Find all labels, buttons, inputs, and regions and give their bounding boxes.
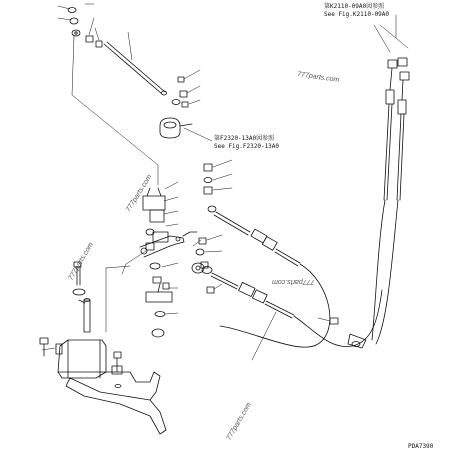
mounting-bracket <box>58 340 166 434</box>
control-rod-top <box>104 42 167 95</box>
watermark-4: 777parts.com <box>272 278 315 285</box>
cables-right-vertical <box>372 15 409 344</box>
leader-lines-mid <box>164 182 178 226</box>
leader-lines-top-left <box>58 4 99 40</box>
top-left-fasteners <box>68 8 102 48</box>
reference-k2110-en: See Fig.K2110-09A0 <box>324 11 390 18</box>
lower-lever-assembly <box>146 263 172 337</box>
watermark-5: 777parts.com <box>225 401 253 442</box>
right-fasteners <box>192 164 214 293</box>
upper-nuts <box>172 77 188 107</box>
leader-lower-cable <box>252 312 276 360</box>
reference-f2320-en: See Fig.F2320-13A0 <box>214 143 280 150</box>
watermark-2: 777parts.com <box>125 173 154 214</box>
pivot-bracket <box>143 188 168 250</box>
leader-lines-upper <box>184 70 200 104</box>
leader-lines-long <box>42 266 130 350</box>
drawing-id: PDA7390 <box>408 443 434 450</box>
watermark-3: 777parts.com <box>67 241 95 282</box>
bellcrank-lever <box>160 118 192 138</box>
reference-k2110-jp: 第K2110-09A0図参照 <box>324 3 385 10</box>
guide-line-left <box>72 36 158 185</box>
link-plate <box>140 232 197 257</box>
bolts-left <box>40 338 121 372</box>
reference-f2320-jp: 第F2320-13A0図参照 <box>214 135 275 142</box>
watermark-1: 777parts.com <box>296 71 340 84</box>
leader-lines-lower <box>162 263 178 314</box>
